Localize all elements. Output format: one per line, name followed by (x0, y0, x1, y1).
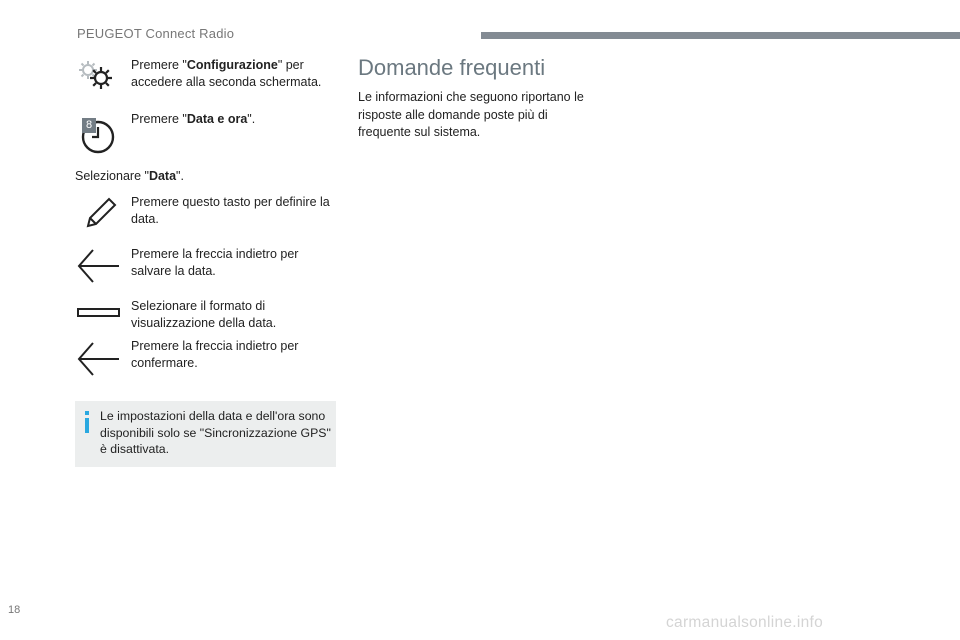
pencil-icon (75, 193, 131, 238)
info-note (75, 401, 336, 467)
substep-back-confirm (75, 338, 340, 378)
step-text: Premere "Configurazione" per accedere alla seconda schermata. (131, 58, 322, 89)
step-data-e-ora (75, 113, 340, 157)
substep-format (75, 298, 340, 338)
info-note-text: Le impostazioni della data e dell'ora sono disponibili solo se "Sincronizzazione GPS" è disattivata. (100, 409, 331, 456)
page-number: 18 (8, 604, 21, 616)
substep-text: Premere la freccia indietro per confermare. (131, 339, 299, 370)
substep-text: Premere questo tasto per definire la data. (131, 195, 330, 226)
format-bar-icon (75, 298, 131, 343)
header-title: PEUGEOT Connect Radio (77, 26, 235, 41)
watermark: carmanualsonline.info (666, 614, 824, 631)
select-data-line: Selezionare "Data". (75, 169, 184, 183)
faq-body: Le informazioni che seguono riportano le risposte alle domande poste più di frequente sul sistema. (358, 90, 584, 139)
faq-title: Domande frequenti (358, 55, 546, 80)
gears-icon (75, 56, 131, 101)
substep-text: Premere la freccia indietro per salvare la data. (131, 247, 299, 278)
badge-8: 8 (82, 118, 96, 133)
back-arrow-icon (75, 246, 131, 291)
back-arrow-icon (75, 338, 131, 383)
header-bar (481, 32, 960, 39)
substep-text: Selezionare il formato di visualizzazione della data. (131, 299, 277, 330)
substep-pencil (75, 193, 340, 233)
step-configurazione (75, 56, 340, 96)
substep-back-save (75, 246, 340, 286)
step-text: Premere "Data e ora". (131, 112, 256, 126)
info-icon (83, 411, 93, 438)
